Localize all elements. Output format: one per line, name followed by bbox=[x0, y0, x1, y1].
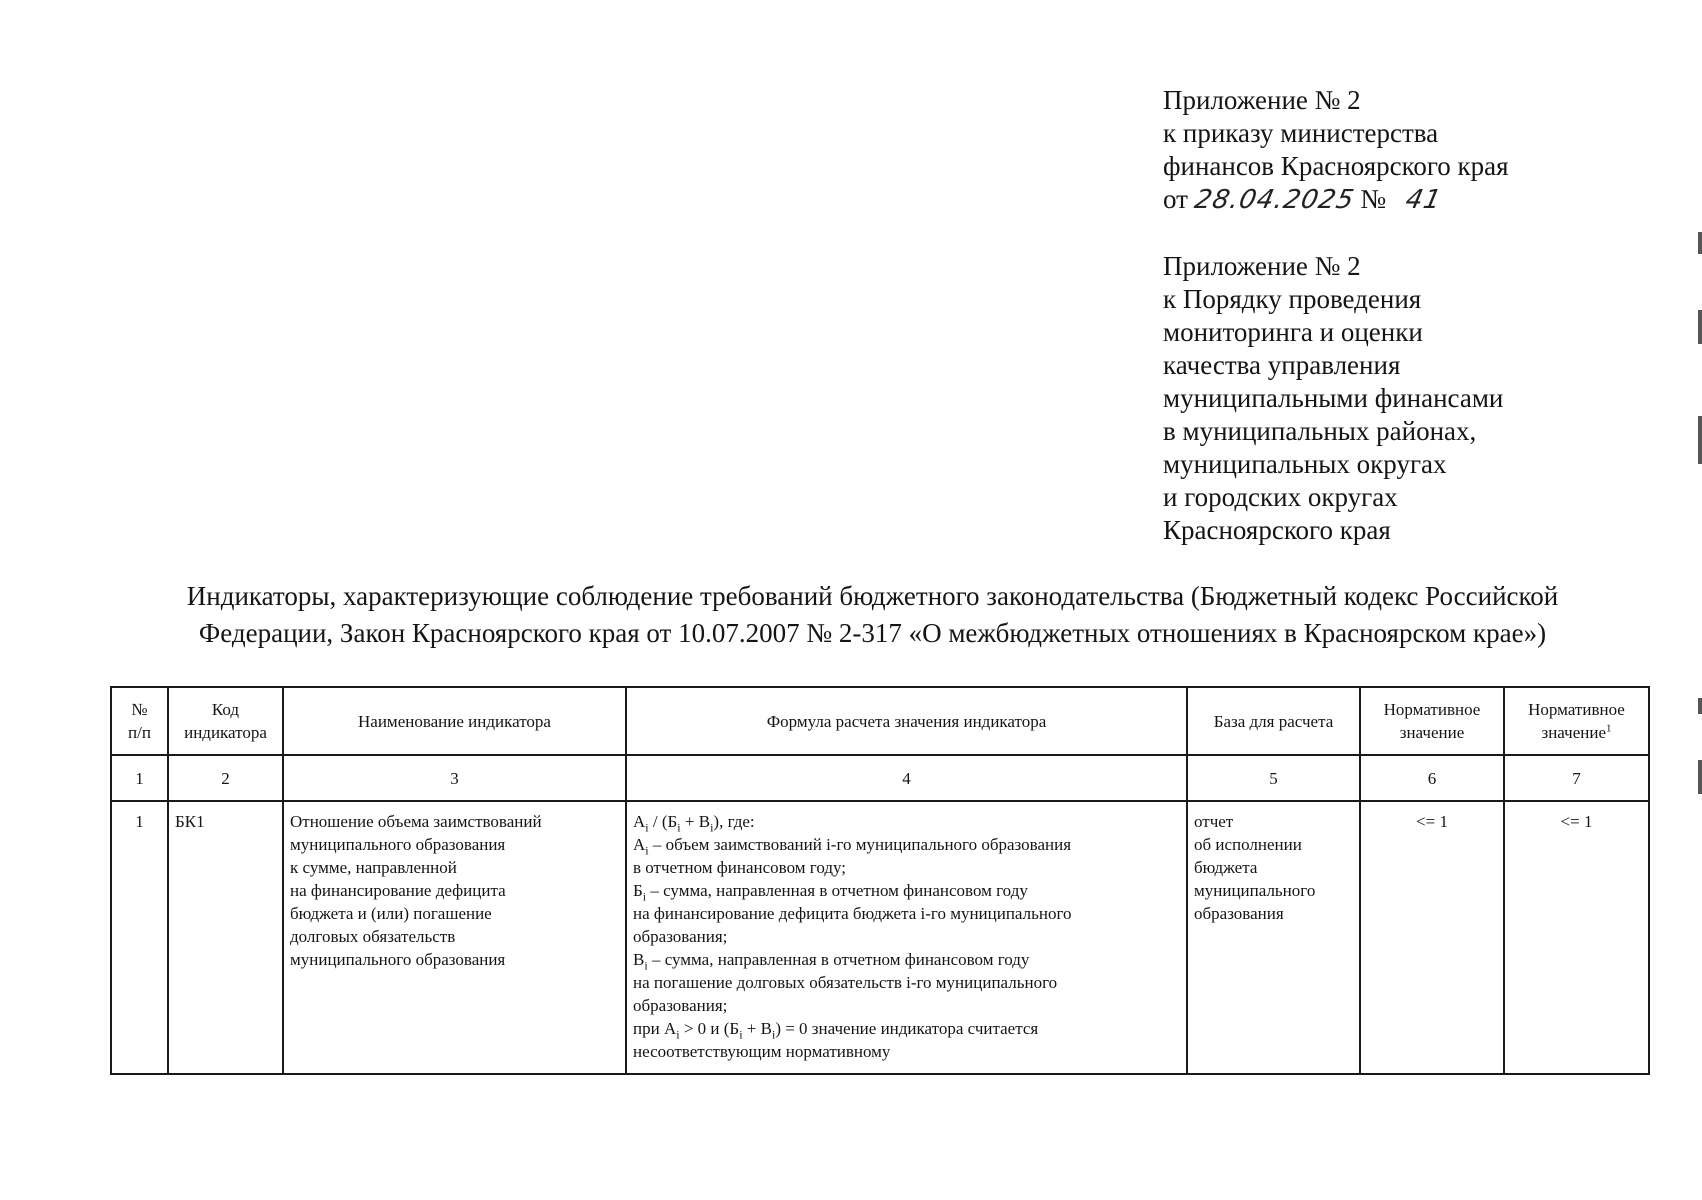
scan-edge-mark bbox=[1698, 310, 1702, 344]
attachment-procedure-line: и городских округах bbox=[1163, 482, 1398, 512]
attachment-procedure-line: Красноярского края bbox=[1163, 515, 1391, 545]
row-name-line: бюджета и (или) погашение bbox=[290, 904, 492, 923]
handwritten-date: 28.04.2025 bbox=[1191, 185, 1357, 215]
formula-line: $В_i$ – сумма, направленная в отчетном финансовом году bbox=[633, 950, 1030, 973]
row-name bbox=[283, 801, 626, 1074]
row-base bbox=[1187, 801, 1360, 1074]
attachment-order-date-line bbox=[1163, 183, 1509, 217]
row-name-line: Отношение объема заимствований bbox=[290, 812, 542, 831]
attachment-order-line: к приказу министерства bbox=[1163, 118, 1439, 148]
header-norm-line bbox=[1511, 721, 1642, 744]
row-name-line: долговых обязательств bbox=[290, 927, 456, 946]
row-base-line: образования bbox=[1194, 904, 1284, 923]
header-num-line: п/п bbox=[128, 723, 151, 742]
header-norm-text: значение bbox=[1541, 723, 1606, 742]
formula-line: образования; bbox=[633, 996, 728, 1015]
table-row bbox=[111, 801, 1649, 1074]
row-name-line: муниципального образования bbox=[290, 950, 506, 969]
header-num-line: № bbox=[131, 700, 148, 719]
scan-edge-mark bbox=[1698, 232, 1702, 254]
header-base: База для расчета bbox=[1187, 687, 1360, 755]
header-norm-2 bbox=[1504, 687, 1649, 755]
row-name-line: к сумме, направленной bbox=[290, 858, 457, 877]
row-base-line: об исполнении bbox=[1194, 835, 1302, 854]
row-code: БК1 bbox=[168, 801, 283, 1074]
row-name-line: на финансирование дефицита bbox=[290, 881, 506, 900]
formula-line: образования; bbox=[633, 927, 728, 946]
attachment-order-block bbox=[1163, 84, 1509, 217]
header-name: Наименование индикатора bbox=[283, 687, 626, 755]
column-number: 4 bbox=[626, 755, 1187, 801]
formula-line: несоответствующим нормативному bbox=[633, 1042, 891, 1061]
number-prefix: № bbox=[1360, 184, 1387, 214]
row-formula bbox=[626, 801, 1187, 1074]
header-norm-1 bbox=[1360, 687, 1504, 755]
footnote-mark: 1 bbox=[1606, 722, 1612, 735]
attachment-procedure-line: мониторинга и оценки bbox=[1163, 317, 1423, 347]
formula-line: на финансирование дефицита бюджета i-го муниципального bbox=[633, 904, 1072, 923]
row-base-line: муниципального bbox=[1194, 881, 1316, 900]
header-num bbox=[111, 687, 168, 755]
column-number: 2 bbox=[168, 755, 283, 801]
attachment-procedure-line: в муниципальных районах, bbox=[1163, 416, 1477, 446]
attachment-procedure-line: муниципальными финансами bbox=[1163, 383, 1504, 413]
column-number: 3 bbox=[283, 755, 626, 801]
indicators-table bbox=[110, 686, 1650, 1075]
scan-edge-mark bbox=[1698, 698, 1702, 714]
row-norm-1: <= 1 bbox=[1360, 801, 1504, 1074]
attachment-procedure-title: Приложение № 2 bbox=[1163, 251, 1361, 281]
attachment-procedure-line: качества управления bbox=[1163, 350, 1401, 380]
row-base-line: бюджета bbox=[1194, 858, 1258, 877]
header-norm-line: Нормативное bbox=[1383, 700, 1481, 719]
scan-edge-mark bbox=[1698, 416, 1702, 464]
date-prefix: от bbox=[1163, 184, 1188, 214]
scan-edge-mark bbox=[1698, 760, 1702, 794]
attachment-procedure-block bbox=[1163, 250, 1503, 547]
row-name-line: муниципального образования bbox=[290, 835, 506, 854]
document-title-line: Федерации, Закон Красноярского края от 10.07.2007 № 2-317 «О межбюджетных отношениях в Красноярском крае») bbox=[198, 618, 1547, 648]
formula-line: в отчетном финансовом году; bbox=[633, 858, 846, 877]
header-norm-line: значение bbox=[1399, 723, 1465, 742]
column-number: 7 bbox=[1504, 755, 1649, 801]
header-formula: Формула расчета значения индикатора bbox=[626, 687, 1187, 755]
formula-line: $А_i / (Б_i + В_i)$, где: bbox=[633, 812, 755, 835]
column-number: 1 bbox=[111, 755, 168, 801]
attachment-order-line: финансов Красноярского края bbox=[1163, 151, 1509, 181]
header-code bbox=[168, 687, 283, 755]
row-norm-2: <= 1 bbox=[1504, 801, 1649, 1074]
row-num: 1 bbox=[111, 801, 168, 1074]
header-code-line: индикатора bbox=[184, 723, 267, 742]
row-base-line: отчет bbox=[1194, 812, 1234, 831]
column-number-row bbox=[111, 755, 1649, 801]
table-header-row bbox=[111, 687, 1649, 755]
header-norm-line: Нормативное bbox=[1528, 700, 1625, 719]
column-number: 5 bbox=[1187, 755, 1360, 801]
formula-line: при $А_i > 0$ и $(Б_i + В_i) = 0$ значение индикатора считается bbox=[633, 1019, 1039, 1042]
document-title bbox=[100, 578, 1645, 652]
handwritten-number: 41 bbox=[1403, 185, 1445, 215]
formula-line: на погашение долговых обязательств i-го муниципального bbox=[633, 973, 1058, 992]
header-code-line: Код bbox=[211, 700, 240, 719]
column-number: 6 bbox=[1360, 755, 1504, 801]
attachment-procedure-line: муниципальных округах bbox=[1163, 449, 1447, 479]
document-title-line: Индикаторы, характеризующие соблюдение требований бюджетного законодательства (Бюджетный кодекс Российской bbox=[186, 581, 1559, 611]
formula-line: $А_i$ – объем заимствований i-го муниципального образования bbox=[633, 835, 1072, 858]
formula-line: $Б_i$ – сумма, направленная в отчетном финансовом году bbox=[633, 881, 1028, 904]
attachment-procedure-line: к Порядку проведения bbox=[1163, 284, 1422, 314]
attachment-order-title: Приложение № 2 bbox=[1163, 85, 1361, 115]
